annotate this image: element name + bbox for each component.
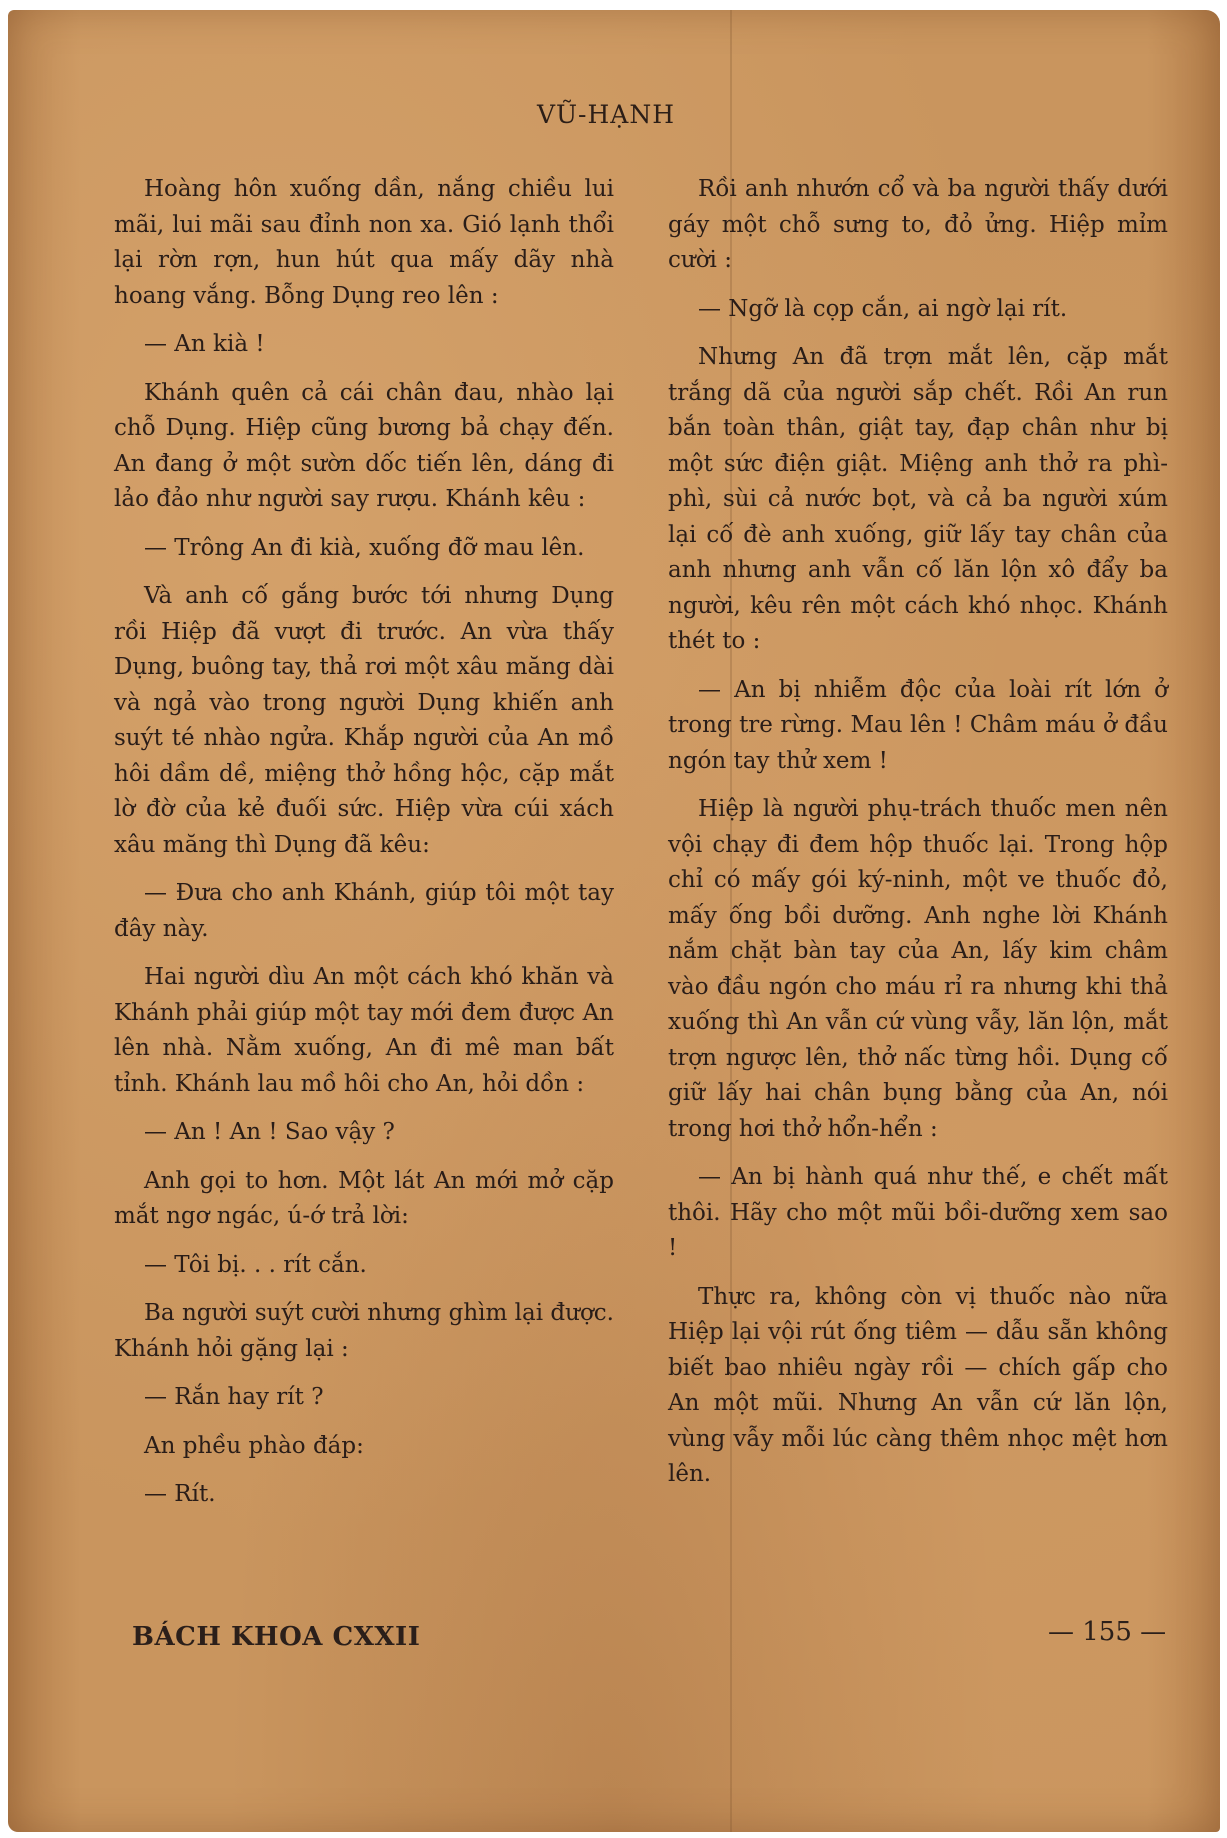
paragraph: Hai người dìu An một cách khó khăn và Khánh phải giúp một tay mới đem được An lên nhà. Nằm xuống, An đi mê man bất tỉnh. Khánh lau mồ hôi cho An, hỏi dồn : — [114, 964, 614, 1097]
dialog-line: — Tôi bị. . . rít cắn. — [144, 1251, 367, 1278]
right-column — [668, 172, 1168, 1506]
dialog-line: — An ! An ! Sao vậy ? — [144, 1119, 395, 1145]
paragraph: Ba người suýt cười nhưng ghìm lại được. Khánh hỏi gặng lại : — [114, 1300, 614, 1362]
dialog-line: — Trông An đi kià, xuống đỡ mau lên. — [144, 534, 585, 561]
dialog-line: — Đưa cho anh Khánh, giúp tôi một tay đây này. — [114, 880, 614, 942]
left-column — [114, 172, 614, 1526]
dialog-line: — An bị nhiễm độc của loài rít lớn ở trong tre rừng. Mau lên ! Châm máu ở đầu ngón tay thử xem ! — [668, 676, 1168, 774]
paragraph: Và anh cố gắng bước tới nhưng Dụng rồi Hiệp đã vượt đi trước. An vừa thấy Dụng, buông tay, thả rơi một xâu măng dài và ngả vào trong người Dụng khiến anh suýt té nhào ngửa. Khắp người của An mồ hôi dầm dề, miệng thở hồng hộc, cặp mắt lờ đờ của kẻ đuối sức. Hiệp vừa cúi xách xâu măng thì Dụng đã kêu: — [114, 583, 614, 858]
paragraph: Hiệp là người phụ-trách thuốc men nên vội chạy đi đem hộp thuốc lại. Trong hộp chỉ có mấy gói ký-ninh, một ve thuốc đỏ, mấy ống bồi dưỡng. Anh nghe lời Khánh nắm chặt bàn tay của An, lấy kim châm vào đầu ngón cho máu rỉ ra nhưng khi thả xuống thì An vẫn cứ vùng vẫy, lăn lộn, mắt trợn ngược lên, thở nấc từng hồi. Dụng cố giữ lấy hai chân bụng bằng của An, nói trong hơi thở hổn-hển : — [668, 796, 1168, 1142]
paragraph: Thực ra, không còn vị thuốc nào nữa Hiệp lại vội rút ống tiêm — dẫu sẵn không biết bao nhiêu ngày rồi — chích gấp cho An một mũi. Nhưng An vẫn cứ lăn lộn, vùng vẫy mỗi lúc càng thêm nhọc mệt hơn lên. — [668, 1283, 1168, 1487]
dialog-line: — An bị hành quá như thế, e chết mất thôi. Hãy cho một mũi bồi-dưỡng xem sao ! — [668, 1164, 1168, 1261]
paragraph: An phều phào đáp: — [144, 1432, 364, 1459]
dialog-line: — An kià ! — [144, 331, 265, 357]
dialog-line: — Rít. — [144, 1481, 216, 1507]
dialog-line: — Ngỡ là cọp cắn, ai ngờ lại rít. — [698, 295, 1068, 322]
paragraph: Khánh quên cả cái chân đau, nhào lại chỗ Dụng. Hiệp cũng bương bả chạy đến. An đang ở một sườn dốc tiến lên, dáng đi lảo đảo như người say rượu. Khánh kêu : — [114, 379, 614, 512]
paragraph: Rồi anh nhướn cổ và ba người thấy dưới gáy một chỗ sưng to, đỏ ửng. Hiệp mỉm cười : — [668, 176, 1168, 273]
paragraph: Hoàng hôn xuống dần, nắng chiều lui mãi, lui mãi sau đỉnh non xa. Gió lạnh thổi lại rờn rợn, hun hút qua mấy dãy nhà hoang vắng. Bỗng Dụng reo lên : — [114, 176, 614, 309]
magazine-footer: BÁCH KHOA CXXII — [132, 1622, 421, 1652]
page-header: VŨ-HẠNH — [536, 100, 676, 129]
paragraph: Nhưng An đã trợn mắt lên, cặp mắt trắng dã của người sắp chết. Rồi An run bắn toàn thân, giật tay, đạp chân như bị một sức điện giật. Miệng anh thở ra phì-phì, sùi cả nước bọt, và cả ba người xúm lại cố đè anh xuống, giữ lấy tay chân của anh nhưng anh vẫn cố lăn lộn xô đẩy ba người, kêu rên một cách khó nhọc. Khánh thét to : — [668, 344, 1168, 654]
page-number: — 155 — — [1048, 1617, 1167, 1647]
paragraph: Anh gọi to hơn. Một lát An mới mở cặp mắt ngơ ngác, ú-ớ trả lời: — [114, 1167, 614, 1229]
dialog-line: — Rắn hay rít ? — [144, 1384, 324, 1410]
